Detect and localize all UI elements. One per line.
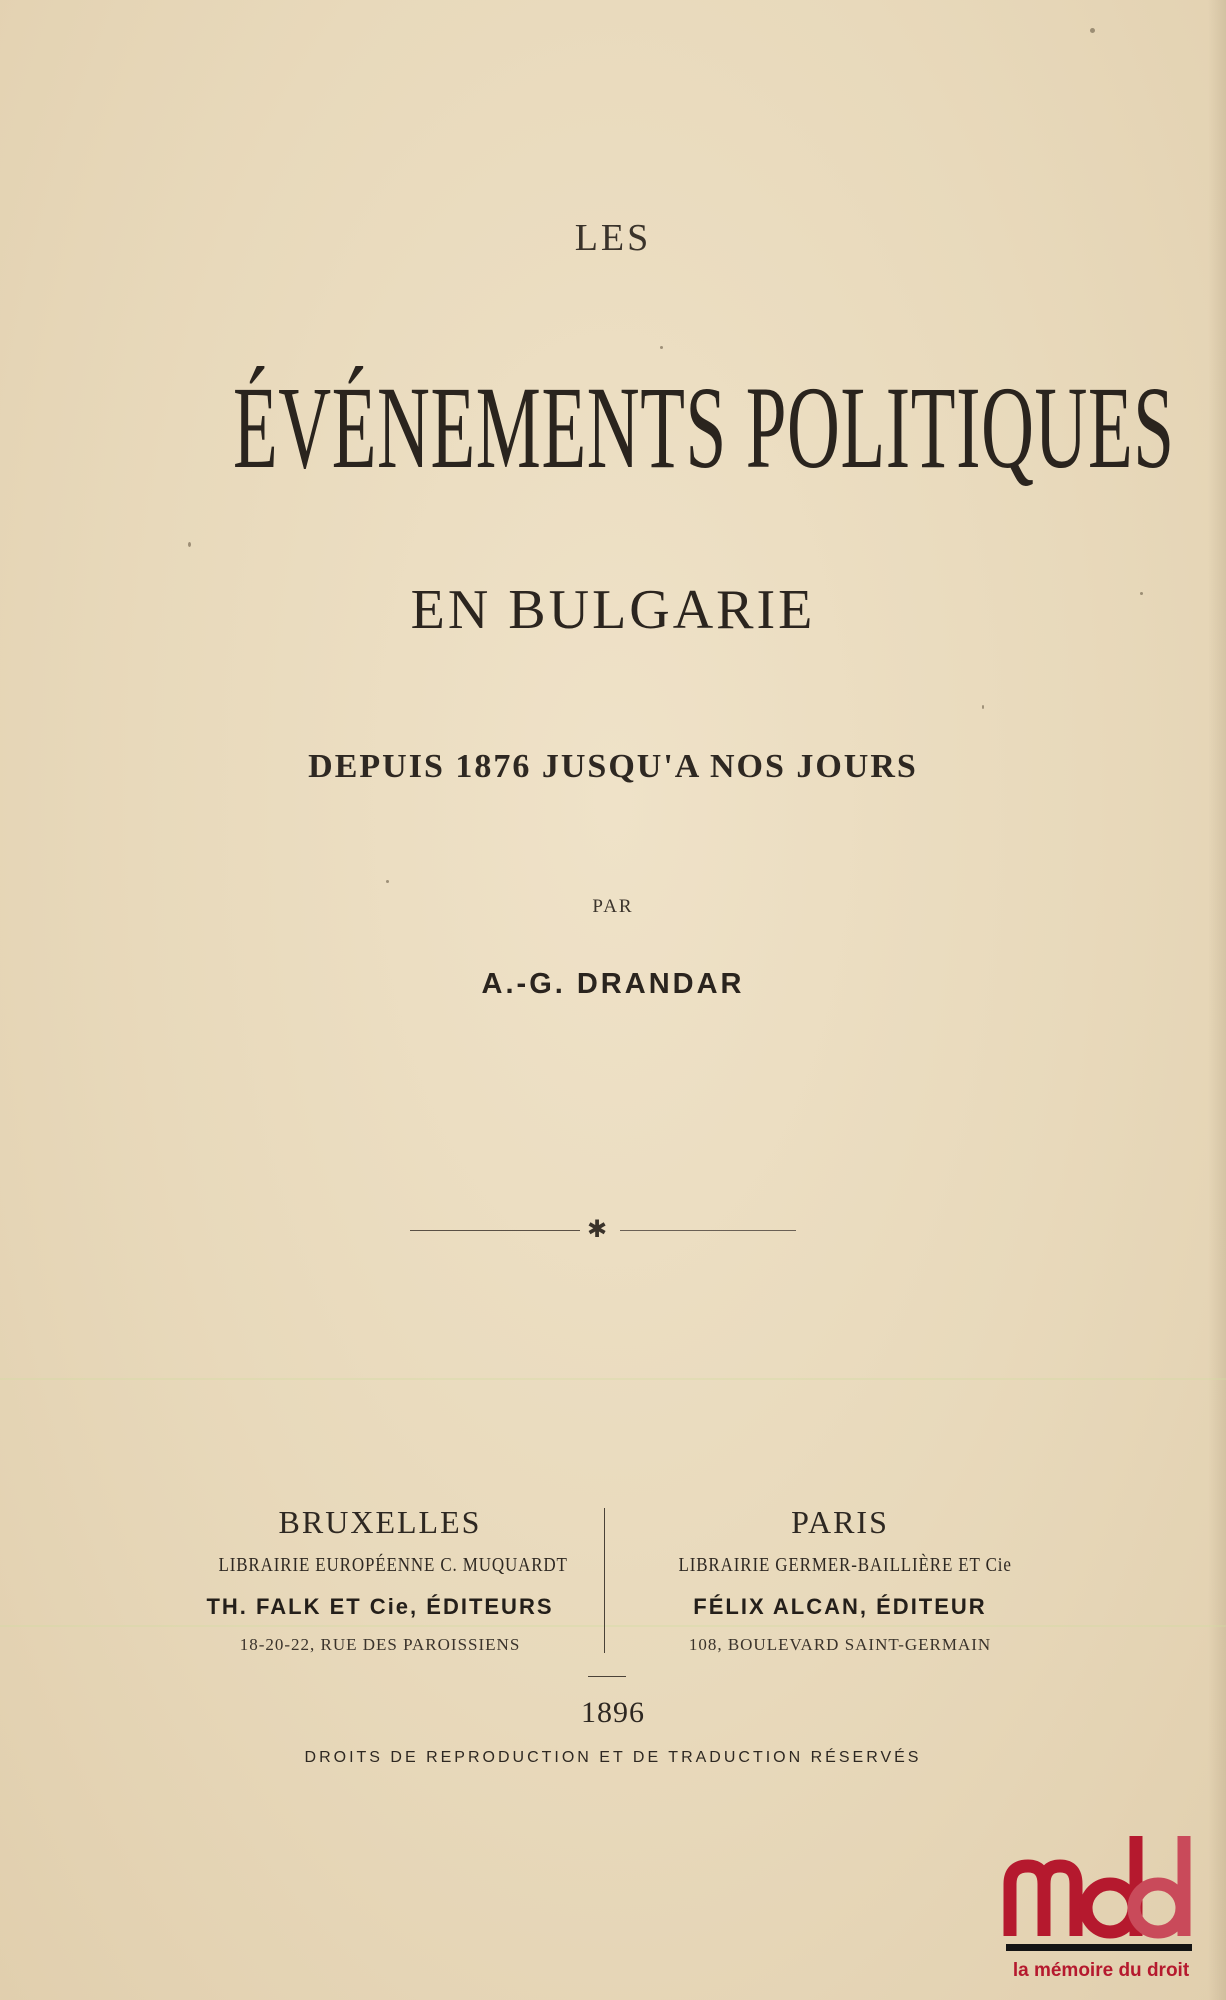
mdd-logo-icon — [1002, 1832, 1198, 1952]
publisher-brussels — [190, 1500, 570, 1662]
main-title: ÉVÉNEMENTS POLITIQUES — [232, 362, 1175, 493]
scan-artifact-line — [0, 1378, 1226, 1380]
publisher-editor: TH. FALK ET Cie, ÉDITEURS — [206, 1594, 554, 1619]
period-subtitle: DEPUIS 1876 JUSQU'A NOS JOURS — [308, 748, 918, 785]
paper-speck — [1090, 28, 1095, 33]
title-article: LES — [574, 217, 652, 259]
scan-artifact-line — [0, 1625, 1226, 1627]
ornamental-rule — [410, 1215, 796, 1243]
paper-speck — [982, 705, 984, 709]
ornament-rule-left — [410, 1230, 580, 1231]
publisher-paris — [650, 1500, 1030, 1662]
mdd-logo — [996, 1832, 1206, 1992]
publisher-address: 18-20-22, RUE DES PAROISSIENS — [239, 1635, 521, 1654]
publisher-city: BRUXELLES — [278, 1504, 482, 1540]
publisher-city: PARIS — [791, 1504, 889, 1540]
subtitle: EN BULGARIE — [410, 579, 816, 641]
publication-year: 1896 — [581, 1696, 645, 1729]
publisher-library: LIBRAIRIE GERMER-BAILLIÈRE ET Cie — [678, 1554, 1012, 1576]
author-name: A.-G. DRANDAR — [481, 968, 745, 1000]
rights-notice: DROITS DE REPRODUCTION ET DE TRADUCTION RÉSERVÉS — [304, 1749, 922, 1766]
paper-speck — [386, 880, 389, 883]
logo-caption: la mémoire du droit — [1012, 1960, 1190, 1981]
asterisk-ornament-icon: ✱ — [587, 1215, 608, 1243]
ornament-rule-right — [620, 1230, 796, 1231]
paper-speck — [660, 346, 663, 349]
publisher-library: LIBRAIRIE EUROPÉENNE C. MUQUARDT — [218, 1554, 568, 1576]
by-label: PAR — [592, 896, 634, 917]
publisher-editor: FÉLIX ALCAN, ÉDITEUR — [693, 1594, 987, 1619]
year-rule — [588, 1676, 626, 1677]
paper-speck — [188, 542, 191, 547]
publisher-divider — [604, 1508, 605, 1653]
publisher-address: 108, BOULEVARD SAINT-GERMAIN — [688, 1635, 992, 1654]
